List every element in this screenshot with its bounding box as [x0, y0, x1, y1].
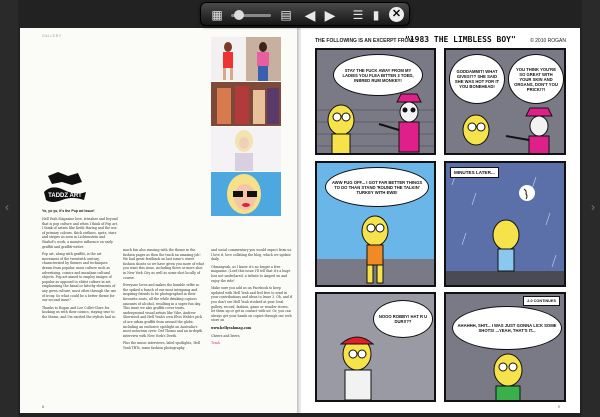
chevron-right-icon: ›: [591, 200, 595, 214]
next-page-area[interactable]: [582, 0, 600, 417]
page-number-left: 8: [42, 404, 45, 409]
comic-caption: MINUTES LATER...: [450, 167, 499, 178]
previous-page-area[interactable]: [0, 0, 18, 417]
speech-bubble: GODDAMMIT! WHAT GIVES!?? SHE SAID SHE WAS HOT FOR IT YOU BONEHEAD!: [449, 54, 505, 104]
speech-bubble: STAY THE FUCK AWAY FROM MY LADIES YOU FLEA BITTEN 3 TOED, INBRED RUM MONKEY!: [333, 54, 423, 96]
photo-blonde: [211, 127, 281, 171]
next-page-button[interactable]: ▶: [324, 7, 336, 23]
comic-panel-1: [315, 48, 436, 155]
paragraph: Everyone loves and makes the humble selfie so the spiked a bunch of our most intriguing and inspiring friends to be photographed in their favourite seats, all the while drinking copious amounts of alcohol, resulting in a super fun day. This issue we also graffiti cover traits, underground visual artists like Vibe, Andrew Sherwood and Hell Yeah's own Elvis Webb's pick of ace urban graffiti from around the globe, including an exclusive spotlight on Australia's most notorious crew: Def Thomo and an in-depth interview with New York's Deeth.: [123, 283, 203, 338]
speech-bubble: YOU THINK YOU'RE SO GREAT WITH YOUR SKIN AND ORGANS, DON'T YOU PRICK!?!: [508, 54, 564, 104]
paragraph: Plus the music interviews, label spotlights, Hell Yeah TBTs, some fashion photography: [123, 341, 201, 350]
photo-group: [211, 82, 281, 126]
close-icon[interactable]: ✕: [389, 7, 404, 22]
comic-title: "1983 THE LIMBLESS BOY": [405, 35, 516, 44]
taddz-art-logo: [42, 170, 88, 204]
paragraph: and social commentary you would expect from us. I love it, love collating the blog, which we update daily.: [211, 248, 293, 262]
comic-caption: 2.0 CONTINUES: [523, 296, 560, 306]
comic-panel-3: [315, 161, 436, 287]
signature: Trash: [211, 341, 221, 346]
zoom-slider-knob[interactable]: [234, 10, 244, 20]
right-page: [301, 28, 580, 413]
article-column-3: [211, 248, 293, 349]
speech-bubble: AHAHHH, SHIT... I WAS JUST GONNA LICK SOME SHOTS! ...YEAH, THAT'S IT...: [452, 306, 562, 350]
paragraph: Pop art, along with graffiti, is the art movement of the twentieth century, characterised by themes and techniques drawn from popular, mass culture such as advertising, comics and mundane cultural objects. Pop art aimed to employ images of popular as opposed to elitist culture in art, emphasizing the banal or kitschy elements of any given culture, most often through the use of irony. So what could be a better theme for our second issue?: [42, 252, 117, 303]
contents-icon[interactable]: ☰: [352, 8, 364, 22]
speech-bubble: AWW FUG OFF... I GOT FAR BETTER THINGS TO DO THAN STAND 'ROUND THE TALKIN' TURKEY WITH EWE!: [325, 167, 429, 207]
paragraph: much fun also running with the theme in the fashion pages as then the track an amazing job! We had great feedback on last issue's street fashion shoots so we have given you more of what you want this issue, including three or more shot in New York City as well as some shot locally of course.: [123, 248, 205, 280]
single-page-icon[interactable]: ▤: [280, 8, 292, 22]
page-number-right: 9: [557, 404, 560, 409]
document-icon[interactable]: ▮: [372, 8, 380, 22]
comic-header: THE FOLLOWING IS AN EXCERPT FROM:: [315, 38, 415, 44]
comic-panel-4: [444, 161, 566, 287]
zoom-slider[interactable]: [231, 14, 271, 17]
article-column-1: [42, 217, 118, 322]
viewer-toolbar: [200, 2, 410, 26]
website-link[interactable]: www.hellyeahmag.com: [211, 325, 252, 330]
intro-heading: Yo, yo yo, It's the Pop art Issue!: [42, 209, 95, 213]
section-tag: GALLERY: [42, 34, 62, 38]
paragraph: Make sure you add us on Facebook to keep updated with Hell Yeah and feel free to send in your contributions and ideas to Issue 3. Oh, and if you don't see Hell Yeah stocked at your local gallery, record, fashion, game or wonder stores, let them up or get in contact with us! Or, you can always get your hands on copies through our web store on: [211, 286, 293, 323]
left-page: [20, 28, 299, 413]
previous-page-button[interactable]: ◀: [304, 7, 316, 23]
photo-pop-art-woman: [211, 172, 281, 216]
speech-bubble: NOOO ROBBY! HAT R U DUR!!??: [373, 300, 433, 338]
photo-dancers: [211, 37, 281, 81]
paragraph: Ohmanyeah, as I know it's no longer a free magazine. (Lord this issue I'll tell that it's a huge loss not undeclared, a tribute to Amped on and enjoy the ride!: [211, 264, 291, 283]
paragraph: Hell Yeah Magazine love, trivialize and beyond that is pop culture and when I think of Pop art, I think of artists like Keith Haring and the use of primary colours, thick outlines, spots, stars and stripes as seen in Lichtenstein and Warhol's work, a massive influence on early graffiti and graffiti-writer.: [42, 217, 119, 249]
logo-text: TADDZ ART: [48, 193, 82, 199]
comic-copyright: © 2010 ROGAN: [530, 38, 566, 44]
comic-panel-6: [444, 292, 566, 402]
photo-column: [211, 37, 281, 217]
comic-panel-2: [444, 48, 566, 155]
paragraph: Thanks to Rogan and Lee Collet-Clare for hooking us with their comics, staying true to the theme, and I'm excited the stylists had so: [42, 305, 116, 319]
comic-panel-5: [315, 292, 436, 402]
grid-view-icon[interactable]: ▦: [211, 8, 223, 22]
article-column-2: [123, 248, 205, 353]
signoff: Cheers and beers,: [211, 333, 241, 338]
chevron-left-icon: ‹: [5, 200, 9, 214]
